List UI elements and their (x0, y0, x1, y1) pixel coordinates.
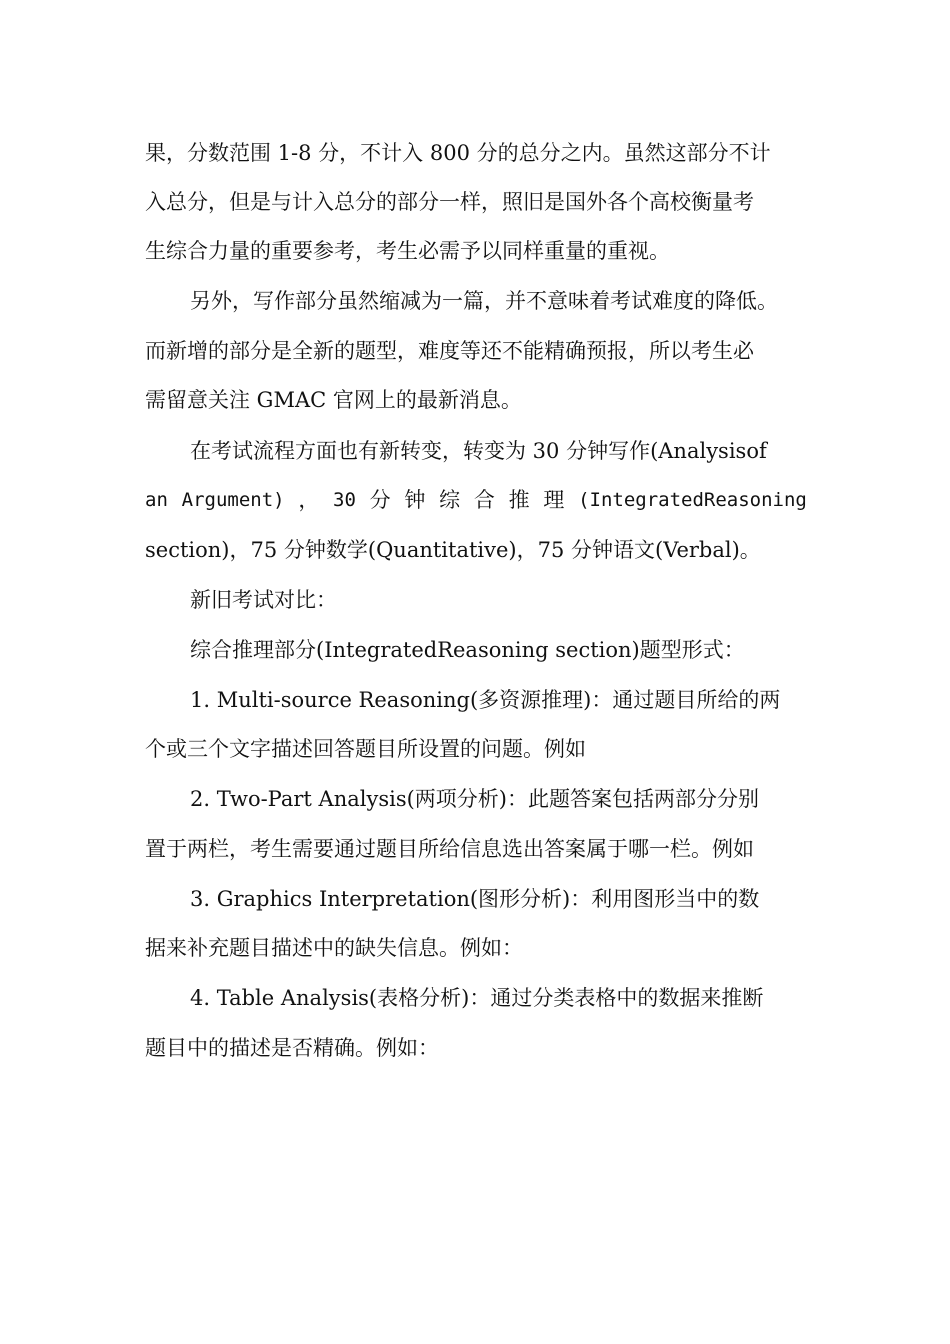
paragraph-line: 需留意关注 GMAC 官网上的最新消息。 (145, 388, 522, 412)
paragraph-line: 综合推理部分(IntegratedReasoning section)题型形式： (190, 638, 745, 662)
paragraph-line: 而新增的部分是全新的题型，难度等还不能精确预报，所以考生必 (145, 339, 754, 363)
justified-word: 合 (473, 488, 495, 512)
justified-word: an (145, 489, 168, 511)
justified-word: 分 (369, 488, 391, 512)
list-item-continuation: 题目中的描述是否精确。例如： (145, 1036, 439, 1060)
justified-word: ， (298, 488, 320, 512)
list-item: 3. Graphics Interpretation(图形分析)：利用图形当中的数 (190, 887, 760, 911)
list-item: 1. Multi-source Reasoning(多资源推理)：通过题目所给的两 (190, 688, 781, 712)
justified-word: 推 (508, 488, 530, 512)
justified-word: Argument) (181, 489, 285, 511)
justified-line (145, 485, 807, 515)
paragraph-line: 果，分数范围 1-8 分，不计入 800 分的总分之内。虽然这部分不计 (145, 141, 771, 165)
justified-word: (IntegratedReasoning (578, 489, 807, 511)
list-item-continuation: 置于两栏，考生需要通过题目所给信息选出答案属于哪一栏。例如 (145, 837, 754, 861)
list-item: 2. Two-Part Analysis(两项分析)：此题答案包括两部分分别 (190, 787, 759, 811)
paragraph-line: 另外，写作部分虽然缩减为一篇，并不意味着考试难度的降低。 (190, 289, 778, 313)
justified-word: 综 (439, 488, 461, 512)
paragraph-line: section)，75 分钟数学(Quantitative)，75 分钟语文(Verbal)。 (145, 538, 761, 562)
list-item-continuation: 据来补充题目描述中的缺失信息。例如： (145, 936, 523, 960)
list-item: 4. Table Analysis(表格分析)：通过分类表格中的数据来推断 (190, 986, 764, 1010)
paragraph-line: 入总分，但是与计入总分的部分一样，照旧是国外各个高校衡量考 (145, 190, 754, 214)
paragraph-line: 在考试流程方面也有新转变，转变为 30 分钟写作(Analysisof (190, 439, 767, 463)
justified-word: 30 (333, 489, 356, 511)
justified-word: 钟 (404, 488, 426, 512)
paragraph-line: 生综合力量的重要参考，考生必需予以同样重量的重视。 (145, 239, 670, 263)
paragraph-line: 新旧考试对比： (190, 588, 337, 612)
list-item-continuation: 个或三个文字描述回答题目所设置的问题。例如 (145, 737, 586, 761)
justified-word: 理 (543, 488, 565, 512)
